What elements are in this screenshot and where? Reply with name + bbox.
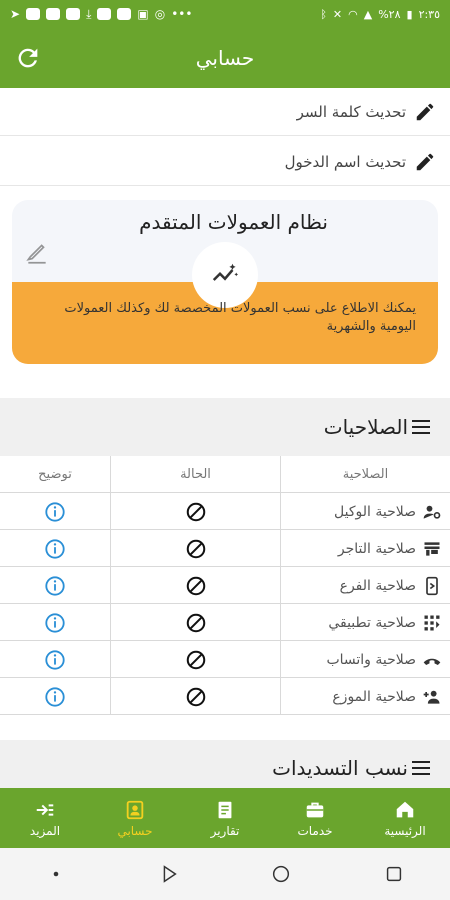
table-header-row <box>0 456 450 493</box>
download-icon: ⤓ <box>86 7 92 21</box>
permission-cell <box>281 641 450 678</box>
more-arrow-icon <box>34 799 56 821</box>
permission-cell <box>281 530 450 567</box>
table-row <box>0 604 450 641</box>
user-add-icon <box>422 687 442 707</box>
info-cell <box>0 493 111 530</box>
info-cell <box>0 641 111 678</box>
nav-item-reports[interactable] <box>180 788 270 848</box>
reports-icon <box>214 799 236 821</box>
phone-handset-icon <box>422 650 442 670</box>
nav-label: حسابي <box>117 823 153 838</box>
disabled-icon <box>185 612 207 634</box>
state-cell <box>111 530 281 567</box>
state-cell <box>111 567 281 604</box>
store-icon <box>422 539 442 559</box>
table-row <box>0 678 450 715</box>
status-bar <box>0 0 450 28</box>
info-icon[interactable] <box>44 649 66 671</box>
permission-cell <box>281 493 450 530</box>
edit-pencil-icon[interactable] <box>24 240 50 266</box>
briefcase-icon <box>304 799 326 821</box>
battery-text: %٢٨ <box>378 7 401 21</box>
permission-label: صلاحية تطبيقي <box>328 614 416 631</box>
image-icon: ▣ <box>137 7 149 21</box>
permission-cell <box>281 678 450 715</box>
pencil-icon <box>414 151 436 173</box>
nav-label: المزيد <box>29 823 61 838</box>
nav-label: تقارير <box>210 823 240 838</box>
permission-cell <box>281 567 450 604</box>
apps-grid-icon <box>422 613 442 633</box>
permission-label: صلاحية الوكيل <box>334 503 416 520</box>
signal-icon: ▲ <box>363 7 373 21</box>
menu-lines-icon <box>412 420 430 434</box>
permissions-title: الصلاحيات <box>323 415 408 439</box>
home-circle-icon[interactable] <box>270 863 292 885</box>
nav-item-account[interactable] <box>90 788 180 848</box>
dot-icon[interactable] <box>45 863 67 885</box>
state-cell <box>111 604 281 641</box>
disabled-icon <box>185 686 207 708</box>
commission-title: نظام العمولات المتقدم <box>139 210 328 234</box>
info-cell <box>0 530 111 567</box>
update-username-row[interactable] <box>0 138 450 186</box>
info-icon[interactable] <box>44 538 66 560</box>
permission-label: صلاحية واتساب <box>326 651 416 668</box>
permission-cell <box>281 604 450 641</box>
state-cell <box>111 678 281 715</box>
disabled-icon <box>185 501 207 523</box>
info-icon[interactable] <box>44 575 66 597</box>
sparkle-circle <box>192 242 258 308</box>
home-icon <box>394 799 416 821</box>
mute-icon: ✕ <box>332 7 343 21</box>
clock: ٢:٣٥ <box>418 7 440 21</box>
col-permission: الصلاحية <box>342 467 389 482</box>
recents-square-icon[interactable] <box>383 863 405 885</box>
col-explanation: توضيح <box>0 456 111 493</box>
pencil-icon <box>414 101 436 123</box>
payments-title: نسب التسديدات <box>272 756 408 780</box>
permission-label: صلاحية التاجر <box>337 540 416 557</box>
more-dots-icon: ••• <box>171 7 193 21</box>
bottom-nav <box>0 788 450 848</box>
wifi-icon: ◠ <box>348 7 358 21</box>
info-icon[interactable] <box>44 686 66 708</box>
status-notifications <box>10 8 192 20</box>
update-username-label: تحديث اسم الدخول <box>284 152 406 171</box>
payments-header <box>0 742 450 794</box>
info-icon[interactable] <box>44 501 66 523</box>
update-password-row[interactable] <box>0 88 450 136</box>
table-row <box>0 641 450 678</box>
info-cell <box>0 604 111 641</box>
nav-label: خدمات <box>297 823 333 838</box>
user-gear-icon <box>422 502 442 522</box>
system-nav-bar <box>0 848 450 900</box>
table-row <box>0 530 450 567</box>
nav-item-more-arrow[interactable] <box>0 788 90 848</box>
state-cell <box>111 493 281 530</box>
page-title: حسابي <box>195 46 255 70</box>
menu-lines-icon <box>412 761 430 775</box>
app-bar <box>0 28 450 88</box>
col-state: الحالة <box>111 456 281 493</box>
notification-icon <box>97 8 111 20</box>
commission-card[interactable] <box>12 200 438 364</box>
info-cell <box>0 678 111 715</box>
table-row <box>0 493 450 530</box>
disabled-icon <box>185 649 207 671</box>
notification-icon <box>117 8 131 20</box>
state-cell <box>111 641 281 678</box>
refresh-icon[interactable] <box>14 44 42 72</box>
permission-label: صلاحية الموزع <box>332 688 416 705</box>
bluetooth-icon: ᛒ <box>320 7 327 21</box>
permission-label: صلاحية الفرع <box>339 577 416 594</box>
disabled-icon <box>185 538 207 560</box>
commission-description: يمكنك الاطلاع على نسب العمولات المخصصة لك وكذلك العمولات اليومية والشهرية <box>64 301 416 334</box>
telegram-icon: ➤ <box>10 7 21 21</box>
status-system <box>320 8 440 21</box>
permissions-header <box>0 399 450 455</box>
whatsapp-icon: ◎ <box>154 7 166 21</box>
notification-icon <box>26 8 40 20</box>
info-icon[interactable] <box>44 612 66 634</box>
info-cell <box>0 567 111 604</box>
disabled-icon <box>185 575 207 597</box>
update-password-label: تحديث كلمة السر <box>296 102 406 121</box>
back-play-icon[interactable] <box>158 863 180 885</box>
phone-device-icon <box>422 576 442 596</box>
sparkle-icon <box>210 260 240 290</box>
nav-label: الرئيسية <box>384 823 426 838</box>
nav-item-home[interactable] <box>360 788 450 848</box>
nav-item-briefcase[interactable] <box>270 788 360 848</box>
table-row <box>0 567 450 604</box>
account-icon <box>124 799 146 821</box>
battery-icon: ▮ <box>406 7 413 21</box>
notification-icon <box>46 8 60 20</box>
notification-icon <box>66 8 80 20</box>
